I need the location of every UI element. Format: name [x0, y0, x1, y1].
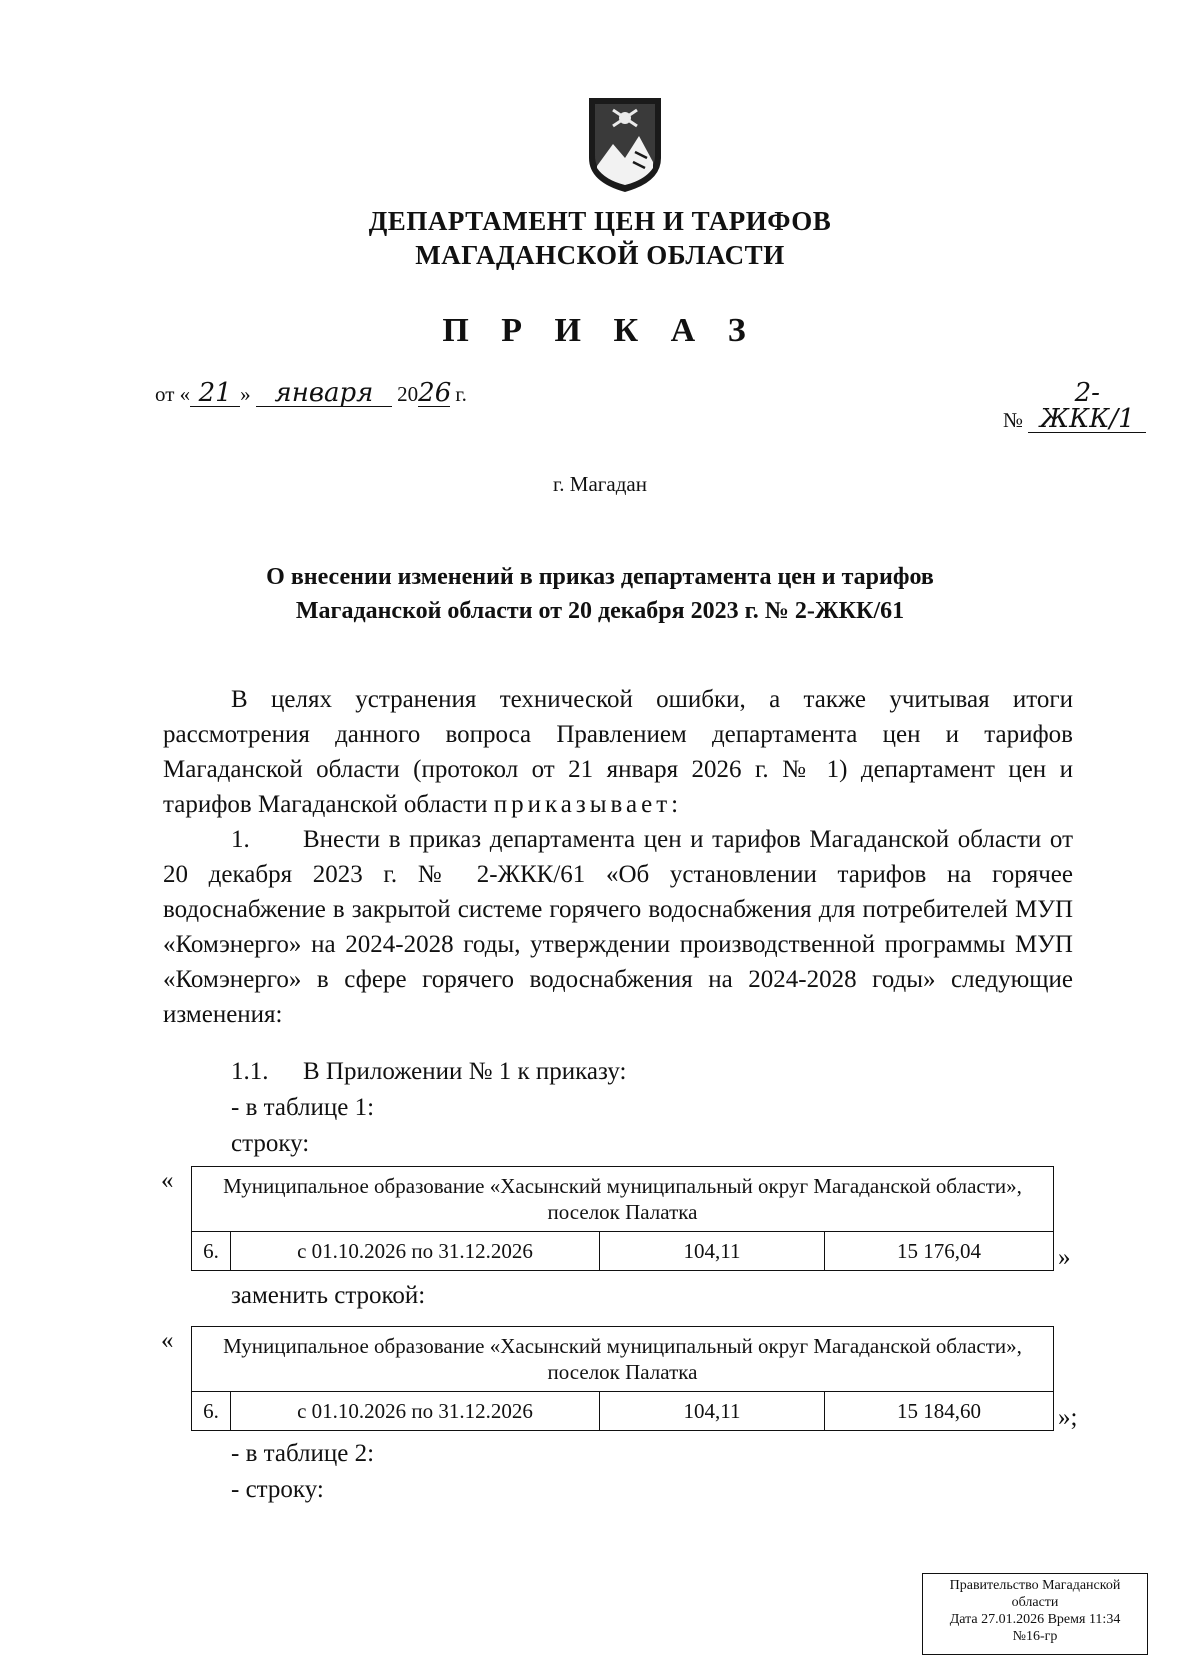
- table-old: [191, 1166, 1054, 1271]
- table-new-num: 6.: [192, 1392, 231, 1431]
- date-day: 21: [190, 380, 240, 407]
- table-new-header: Муниципальное образование «Хасынский муниципальный округ Магаданской области», поселок Палатка: [192, 1327, 1054, 1392]
- order-title-line1: О внесении изменений в приказ департамента цен и тарифов: [266, 564, 934, 590]
- stamp-line4: №16-гр: [1012, 1629, 1058, 1644]
- department-name-line1: ДЕПАРТАМЕНТ ЦЕН И ТАРИФОВ: [368, 206, 832, 236]
- table2-label: - в таблице 2:: [231, 1440, 375, 1467]
- registration-stamp: [922, 1573, 1148, 1655]
- table-new: [191, 1326, 1054, 1431]
- city: г. Магадан: [553, 472, 647, 496]
- paragraph-intro: [163, 682, 1073, 822]
- table-old-header: Муниципальное образование «Хасынский муниципальный округ Магаданской области», поселок Палатка: [192, 1167, 1054, 1232]
- table-old-value1: 104,11: [600, 1232, 825, 1271]
- stamp-line1: Правительство Магаданской: [949, 1578, 1121, 1593]
- paragraph-intro-decree: приказывает:: [493, 791, 683, 818]
- paragraph-item-1: [163, 822, 1073, 1032]
- order-date: [155, 380, 467, 407]
- body-text: [163, 682, 1073, 1032]
- order-number: [1003, 380, 1146, 433]
- date-prefix: от «: [155, 382, 191, 406]
- item-1-1: [231, 1054, 626, 1089]
- table-new-value2: 15 184,60: [825, 1392, 1054, 1431]
- item-1-1-text: В Приложении № 1 к приказу:: [303, 1058, 627, 1085]
- number-value: 2-ЖКК/1: [1028, 380, 1146, 433]
- document-type: П Р И К А З: [442, 312, 758, 349]
- coat-of-arms-emblem: [585, 96, 665, 194]
- table-old-open-quote: «: [161, 1167, 174, 1194]
- table-new-value1: 104,11: [600, 1392, 825, 1431]
- table-old-close-quote: »: [1058, 1244, 1071, 1271]
- row-label-2: - строку:: [231, 1476, 324, 1503]
- table-new-open-quote: «: [161, 1327, 174, 1354]
- stamp-line2: области: [1011, 1595, 1059, 1610]
- date-year-suffix: 26: [418, 378, 452, 408]
- date-month: января: [256, 380, 392, 407]
- order-title: [0, 560, 1200, 628]
- stamp-line3: Дата 27.01.2026 Время 11:34: [949, 1612, 1121, 1627]
- item-1-1-number: 1.1.: [231, 1058, 269, 1085]
- date-mid: »: [240, 382, 251, 406]
- date-year-prefix: 20: [397, 382, 419, 406]
- department-name: [0, 204, 1200, 272]
- item-1-text: Внести в приказ департамента цен и тарифов Магаданской области от 20 декабря 2023 г. № 2-ЖКК/61 «Об установлении тарифов на горячее водоснабжение в закрытой системе горячего водоснабжения для потребителей МУП «Комэнерго» на 2024-2028 годы, утверждении производственной программы МУП «Комэнерго» в сфере горячего водоснабжения на 2024-2028 годы» следующие изменения:: [163, 826, 1073, 1028]
- item-1-number: 1.: [231, 826, 250, 853]
- date-year-end: г.: [455, 382, 467, 406]
- paragraph-intro-text: В целях устранения технической ошибки, а также учитывая итоги рассмотрения данного вопроса Правлением департамента цен и тарифов Магаданской области (протокол от 21 января 2026 г. № 1) департамент цен и тарифов Магаданской области: [163, 686, 1073, 818]
- department-name-line2: МАГАДАНСКОЙ ОБЛАСТИ: [415, 240, 785, 270]
- number-prefix: №: [1003, 408, 1024, 432]
- table-old-value2: 15 176,04: [825, 1232, 1054, 1271]
- replace-label: заменить строкой:: [231, 1282, 426, 1309]
- order-title-line2: Магаданской области от 20 декабря 2023 г. № 2-ЖКК/61: [295, 598, 905, 624]
- row-label: строку:: [231, 1130, 310, 1157]
- table-old-period: с 01.10.2026 по 31.12.2026: [231, 1232, 600, 1271]
- table1-label: - в таблице 1:: [231, 1094, 375, 1121]
- table-old-num: 6.: [192, 1232, 231, 1271]
- table-new-close-quote: »;: [1058, 1404, 1078, 1431]
- table-new-period: с 01.10.2026 по 31.12.2026: [231, 1392, 600, 1431]
